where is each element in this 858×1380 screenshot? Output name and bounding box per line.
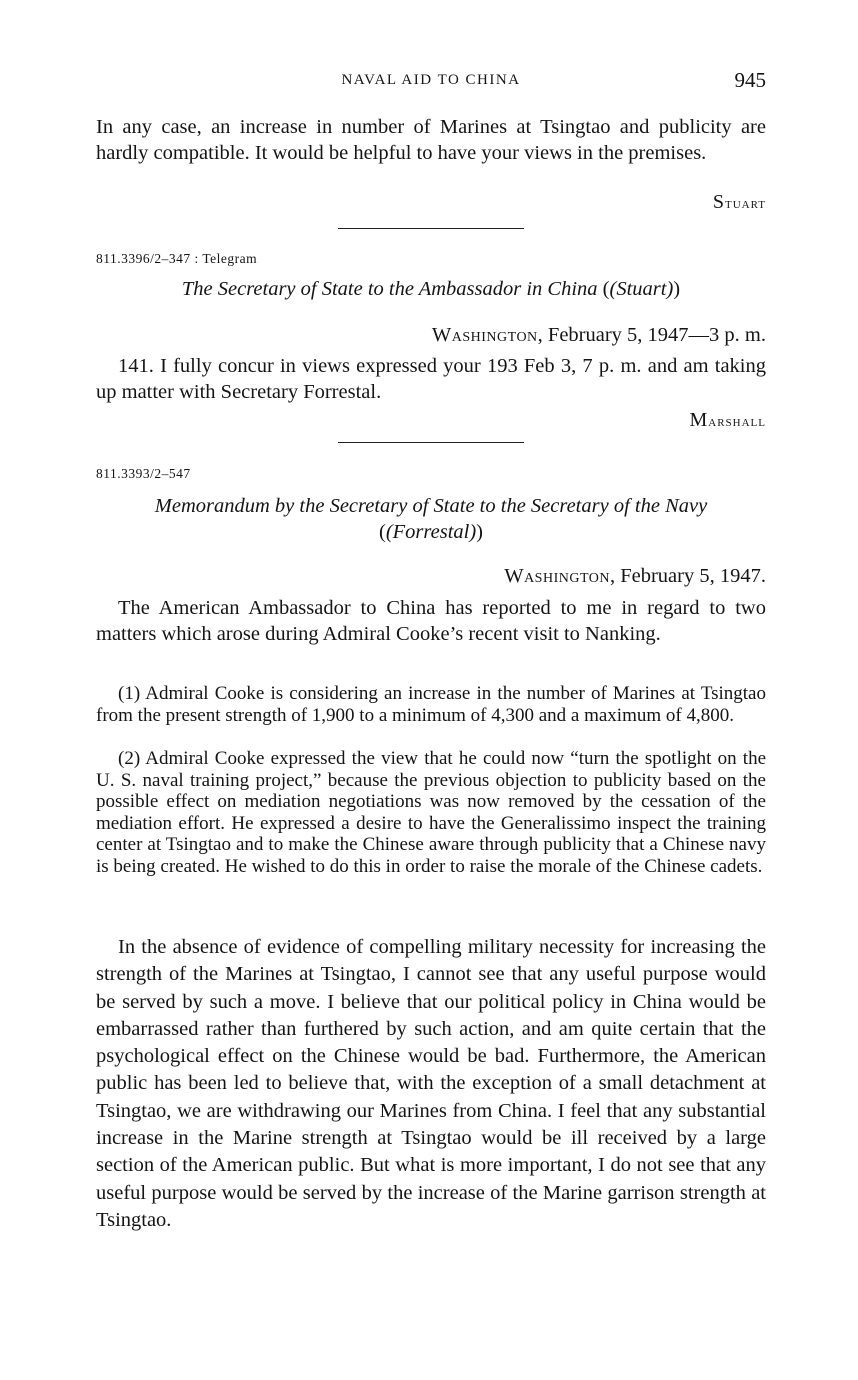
telegram-title: The Secretary of State to the Ambassador in China ((Stuart)) (181, 278, 681, 300)
intro-paragraph: In any case, an increase in number of Marines at Tsingtao and publicity are hardly compatible. It would be helpful to have your views in the premises. (96, 116, 766, 164)
page-header (96, 68, 766, 94)
telegram-title-paren: (Stuart) (609, 278, 674, 300)
memo-file-ref: 811.3393/2–547 (96, 466, 191, 481)
memo-closing-paragraph: In the absence of evidence of compelling military necessity for increasing the strength of the Marines at Tsingtao, I cannot see that any useful purpose would be served by such a move. I believe that our political policy in China would be embarrassed rather than furthered by such action, and am quite certain that the psychological effect on the Chinese would be bad. Furthermore, the American public has been led to believe that, with the exception of a small detachment at Tsingtao, we are withdrawing our Marines from China. I feel that any substantial increase in the Marine strength at Tsingtao would be ill received by a large section of the American public. But what is more important, I do not see that any useful purpose would be served by the increase of the Marine garrison strength at Tsingtao. (96, 936, 766, 1231)
telegram-dateline (432, 324, 766, 347)
telegram-title-text: The Secretary of State to the Ambassador in China (181, 278, 598, 300)
memo-opening-paragraph: The American Ambassador to China has reported to me in regard to two matters which arose during Admiral Cooke’s recent visit to Nanking. (96, 597, 766, 645)
section-divider (338, 442, 524, 443)
telegram-file-ref: 811.3396/2–347 : Telegram (96, 251, 258, 266)
memo-title-line2: ((Forrestal)) (379, 521, 483, 543)
memo-date: , February 5, 1947. (609, 565, 766, 587)
section-divider (338, 228, 524, 229)
telegram-place: Washington (431, 324, 538, 346)
running-head: NAVAL AID TO CHINA (341, 72, 521, 88)
intro-signature: Stuart (712, 191, 766, 213)
memo-title: Memorandum by the Secretary of State to the Secretary of the Navy (154, 495, 708, 517)
memo-point-2: (2) Admiral Cooke expressed the view that he could now “turn the spotlight on the U. S. naval training project,” because the previous objection to publicity based on the possible effect on mediation negotiations was now removed by the cessation of the mediation effort. He expressed a desire to have the Generalissimo inspect the training center at Tsingtao and to make the Chinese aware through publicity that a Chinese navy is being created. He wished to do this in order to raise the morale of the Chinese cadets. (96, 748, 766, 877)
page-number: 945 (734, 68, 766, 92)
telegram-signature: Marshall (689, 409, 766, 431)
memo-dateline (504, 565, 766, 588)
telegram-date: , February 5, 1947—3 p. m. (537, 324, 766, 346)
memo-title-paren: (Forrestal) (385, 521, 477, 543)
telegram-body: 141. I fully concur in views expressed your 193 Feb 3, 7 p. m. and am taking up matter with Secretary Forrestal. (96, 355, 766, 403)
memo-point-1: (1) Admiral Cooke is considering an increase in the number of Marines at Tsingtao from the present strength of 1,900 to a minimum of 4,300 and a maximum of 4,800. (96, 683, 766, 726)
memo-place: Washington (504, 565, 610, 587)
